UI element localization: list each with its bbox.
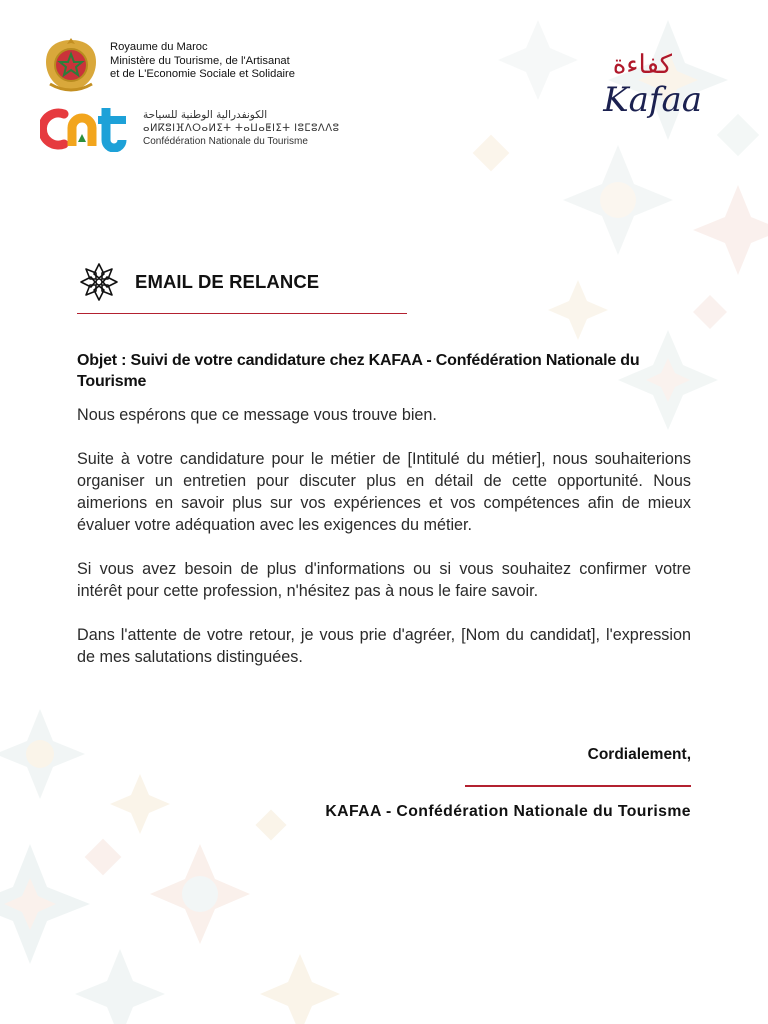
paragraph-greeting: Nous espérons que ce message vous trouve bien. [77, 406, 437, 424]
cnt-arabic-name: الكونفدرالية الوطنية للسياحة [143, 108, 268, 121]
coat-of-arms-icon [40, 34, 102, 96]
cnt-tifinagh-name: ⴰⵍⴽⵓⵏⴼⴷⵔⴰⵍⵉⵜ ⵜⴰⵡⴰⵟⵏⵉⵜ ⵏⵓⵎⵓⴷⴷⵓ [143, 122, 340, 134]
closing-salutation: Cordialement, [587, 746, 691, 763]
title-row [77, 260, 319, 304]
kafaa-logo-latin: Kafaa [603, 80, 702, 120]
header-left [40, 34, 339, 152]
ministry-line-1: Royaume du Maroc [110, 41, 208, 53]
decorative-pattern-bottom-left [0, 704, 360, 1024]
ministry-text [110, 41, 295, 82]
letter-body [77, 350, 691, 668]
paragraph-interview: Suite à votre candidature pour le métier de [Intitulé du métier], nous souhaiterions organiser un entretien pour discuter plus en détail de cette opportunité. Nous aimerions en savoir plus sur vos expériences et vos compétences afin de mieux évaluer votre adéquation avec les exigences du métier. [77, 450, 691, 534]
ministry-block [40, 34, 339, 96]
document-title: EMAIL DE RELANCE [135, 271, 320, 292]
title-divider [77, 313, 407, 314]
signature-divider [465, 785, 691, 787]
cnt-block [40, 104, 339, 152]
kafaa-logo-arabic: كفاءة [612, 50, 672, 80]
ministry-line-3: et de L'Economie Sociale et Solidaire [110, 68, 295, 80]
ministry-line-2: Ministère du Tourisme, de l'Artisanat [110, 54, 290, 67]
flower-icon [77, 260, 121, 304]
cnt-text [143, 109, 339, 148]
paragraph-information: Si vous avez besoin de plus d'informations ou si vous souhaitez confirmer votre intérêt pour cette profession, n'hésitez pas à nous le faire savoir. [77, 560, 691, 600]
paragraph-closing-formula: Dans l'attente de votre retour, je vous prie d'agréer, [Nom du candidat], l'expression de mes salutations distinguées. [77, 626, 691, 666]
cnt-logo-icon [40, 104, 132, 152]
signature: KAFAA - Confédération Nationale du Tourisme [325, 803, 691, 820]
cnt-french-name: Confédération Nationale du Tourisme [143, 135, 308, 147]
subject-line: Objet : Suivi de votre candidature chez KAFAA - Confédération Nationale du Tourisme [77, 352, 640, 390]
